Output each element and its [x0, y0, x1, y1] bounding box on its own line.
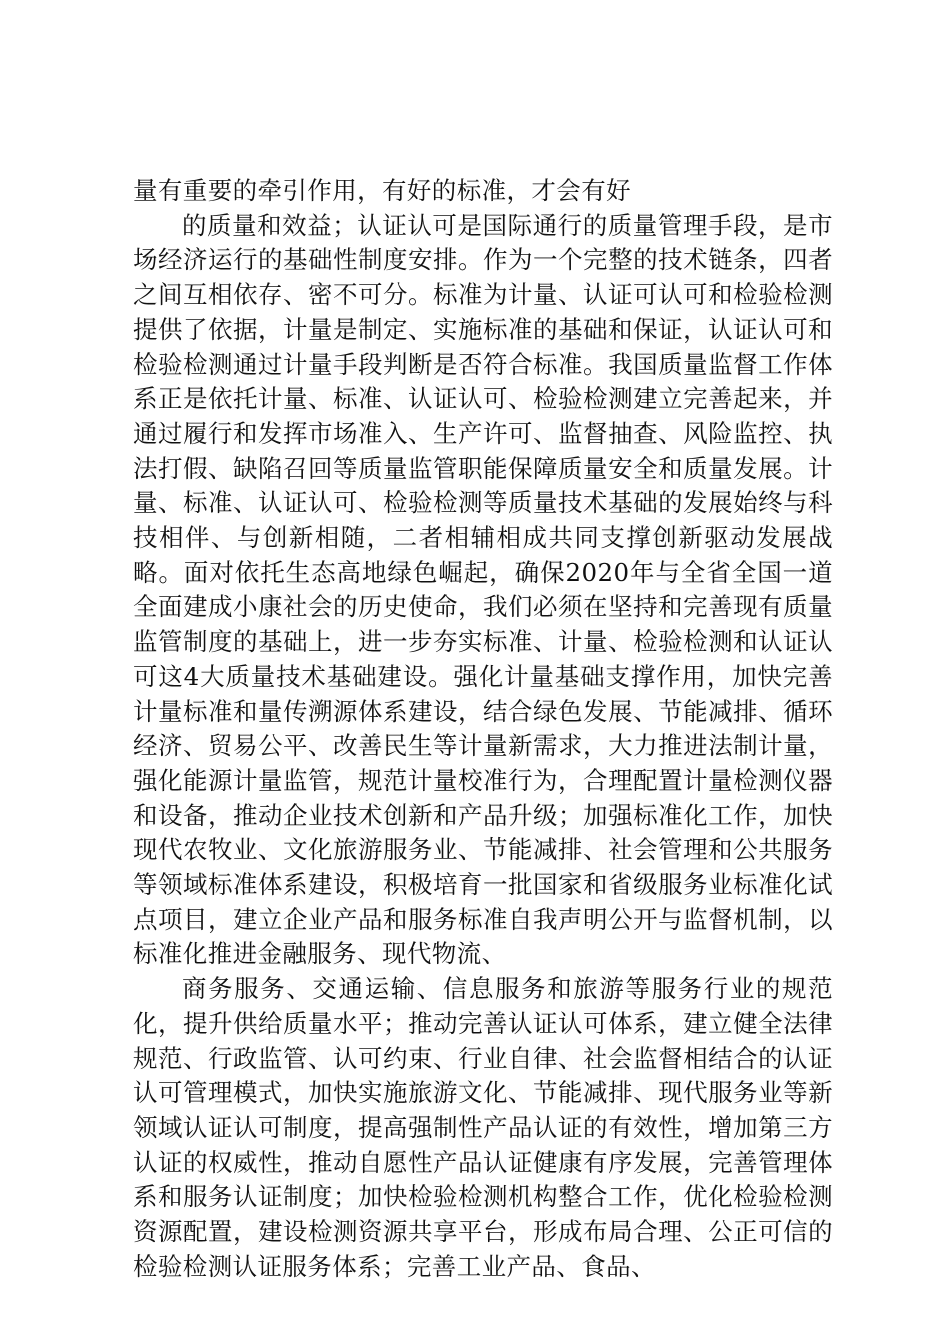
- paragraph-3: 商务服务、交通运输、信息服务和旅游等服务行业的规范化，提升供给质量水平；推动完善认证认可体系，建立健全法律规范、行政监管、认可约束、行业自律、社会监督相结合的认证认可管理模式，加快实施旅游文化、节能减排、现代服务业等新领域认证认可制度，提高强制性产品认证的有效性，增加第三方认证的权威性，推动自愿性产品认证健康有序发展，完善管理体系和服务认证制度；加快检验检测机构整合工作，优化检验检测资源配置，建设检测资源共享平台，形成布局合理、公正可信的检验检测认证服务体系；完善工业产品、食品、: [133, 974, 833, 1281]
- document-body: [133, 174, 833, 1285]
- paragraph-2: 的质量和效益；认证认可是国际通行的质量管理手段，是市场经济运行的基础性制度安排。作为一个完整的技术链条，四者之间互相依存、密不可分。标准为计量、认证可认可和检验检测提供了依据，计量是制定、实施标准的基础和保证，认证认可和检验检测通过计量手段判断是否符合标准。我国质量监督工作体系正是依托计量、标准、认证认可、检验检测建立完善起来，并通过履行和发挥市场准入、生产许可、监督抽查、风险监控、执法打假、缺陷召回等质量监管职能保障质量安全和质量发展。计量、标准、认证认可、检验检测等质量技术基础的发展始终与科技相伴、与创新相随，二者相辅相成共同支撑创新驱动发展战略。面对依托生态高地绿色崛起，确保2020年与全省全国一道全面建成小康社会的历史使命，我们必须在坚持和完善现有质量监管制度的基础上，进一步夯实标准、计量、检验检测和认证认可这4大质量技术基础建设。强化计量基础支撑作用，加快完善计量标准和量传溯源体系建设，结合绿色发展、节能减排、循环经济、贸易公平、改善民生等计量新需求，大力推进法制计量，强化能源计量监管，规范计量校准行为，合理配置计量检测仪器和设备，推动企业技术创新和产品升级；加强标准化工作，加快现代农牧业、文化旅游服务业、节能减排、社会管理和公共服务等领域标准体系建设，积极培育一批国家和省级服务业标准化试点项目，建立企业产品和服务标准自我声明公开与监督机制，以标准化推进金融服务、现代物流、: [133, 210, 833, 969]
- paragraph-1: 量有重要的牵引作用，有好的标准，才会有好: [133, 176, 631, 205]
